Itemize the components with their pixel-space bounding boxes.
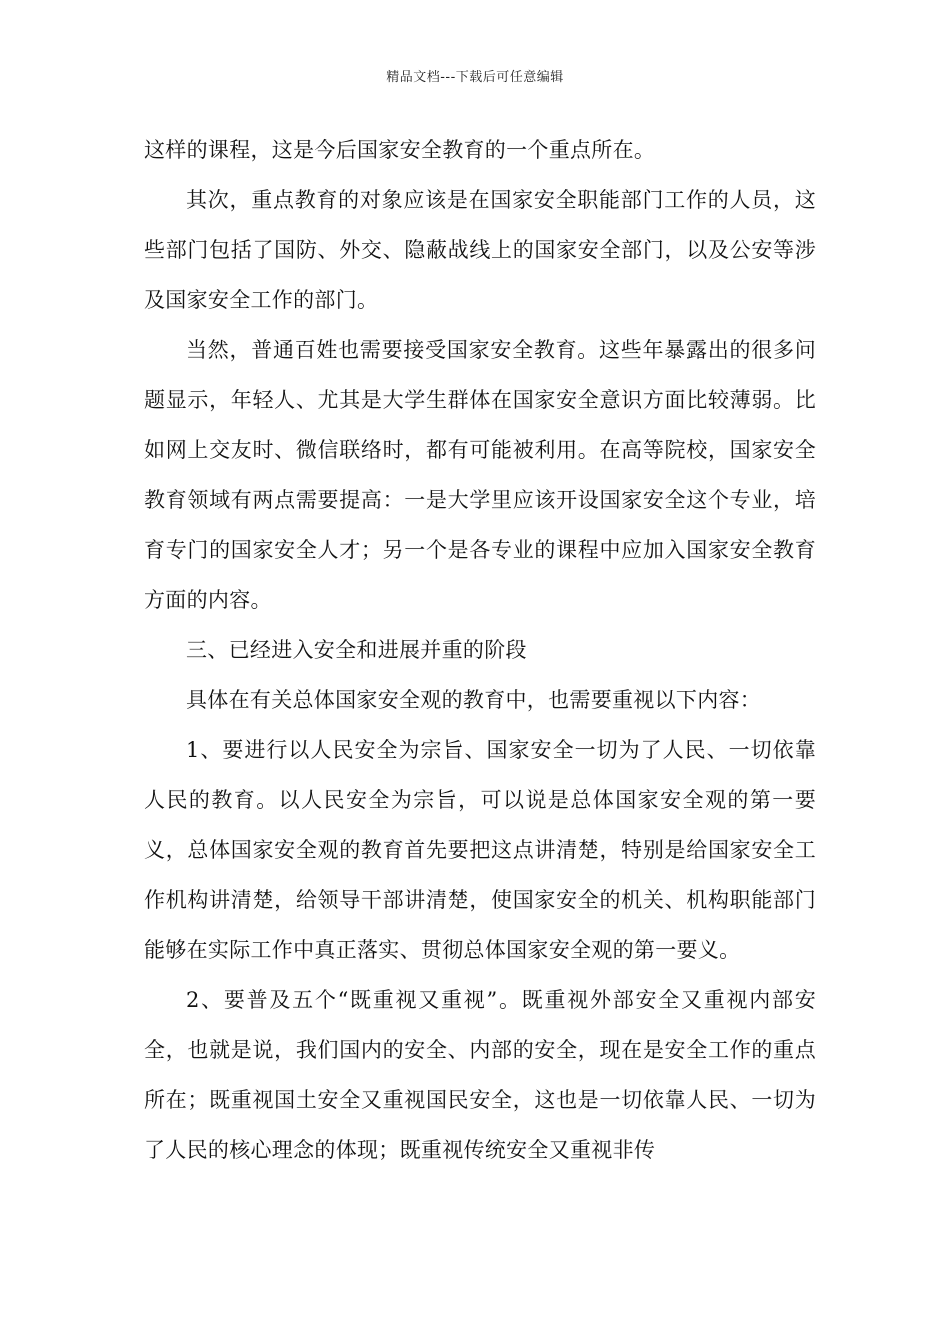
paragraph-1: 这样的课程，这是今后国家安全教育的一个重点所在。 xyxy=(144,138,656,162)
list-item-1: 1、要进行以人民安全为宗旨、国家安全一切为了人民、一切依靠人民的教育。以人民安全为宗旨，可以说是总体国家安全观的第一要义，总体国家安全观的教育首先要把这点讲清楚，特别是给国家安全工作机构讲清楚，给领导干部讲清楚，使国家安全的机关、机构职能部门能够在实际工作中真正落实、贯彻总体国家安全观的第一要义。 xyxy=(144,738,816,962)
list-item-2: 2、要普及五个“既重视又重视”。既重视外部安全又重视内部安全，也就是说，我们国内的安全、内部的安全，现在是安全工作的重点所在；既重视国土安全又重视国民安全，这也是一切依靠人民、一切为了人民的核心理念的体现；既重视传统安全又重视非传 xyxy=(144,988,816,1162)
document-body xyxy=(144,125,816,1175)
paragraph-3: 当然，普通百姓也需要接受国家安全教育。这些年暴露出的很多问题显示，年轻人、尤其是大学生群体在国家安全意识方面比较薄弱。比如网上交友时、微信联络时，都有可能被利用。在高等院校，国家安全教育领域有两点需要提高：一是大学里应该开设国家安全这个专业，培育专门的国家安全人才；另一个是各专业的课程中应加入国家安全教育方面的内容。 xyxy=(144,338,816,612)
paragraph-2: 其次，重点教育的对象应该是在国家安全职能部门工作的人员，这些部门包括了国防、外交、隐蔽战线上的国家安全部门，以及公安等涉及国家安全工作的部门。 xyxy=(144,188,816,312)
page-header: 精品文档---下载后可任意编辑 xyxy=(386,70,564,85)
paragraph-4: 具体在有关总体国家安全观的教育中，也需要重视以下内容： xyxy=(186,688,762,712)
section-heading: 三、已经进入安全和进展并重的阶段 xyxy=(186,638,527,662)
